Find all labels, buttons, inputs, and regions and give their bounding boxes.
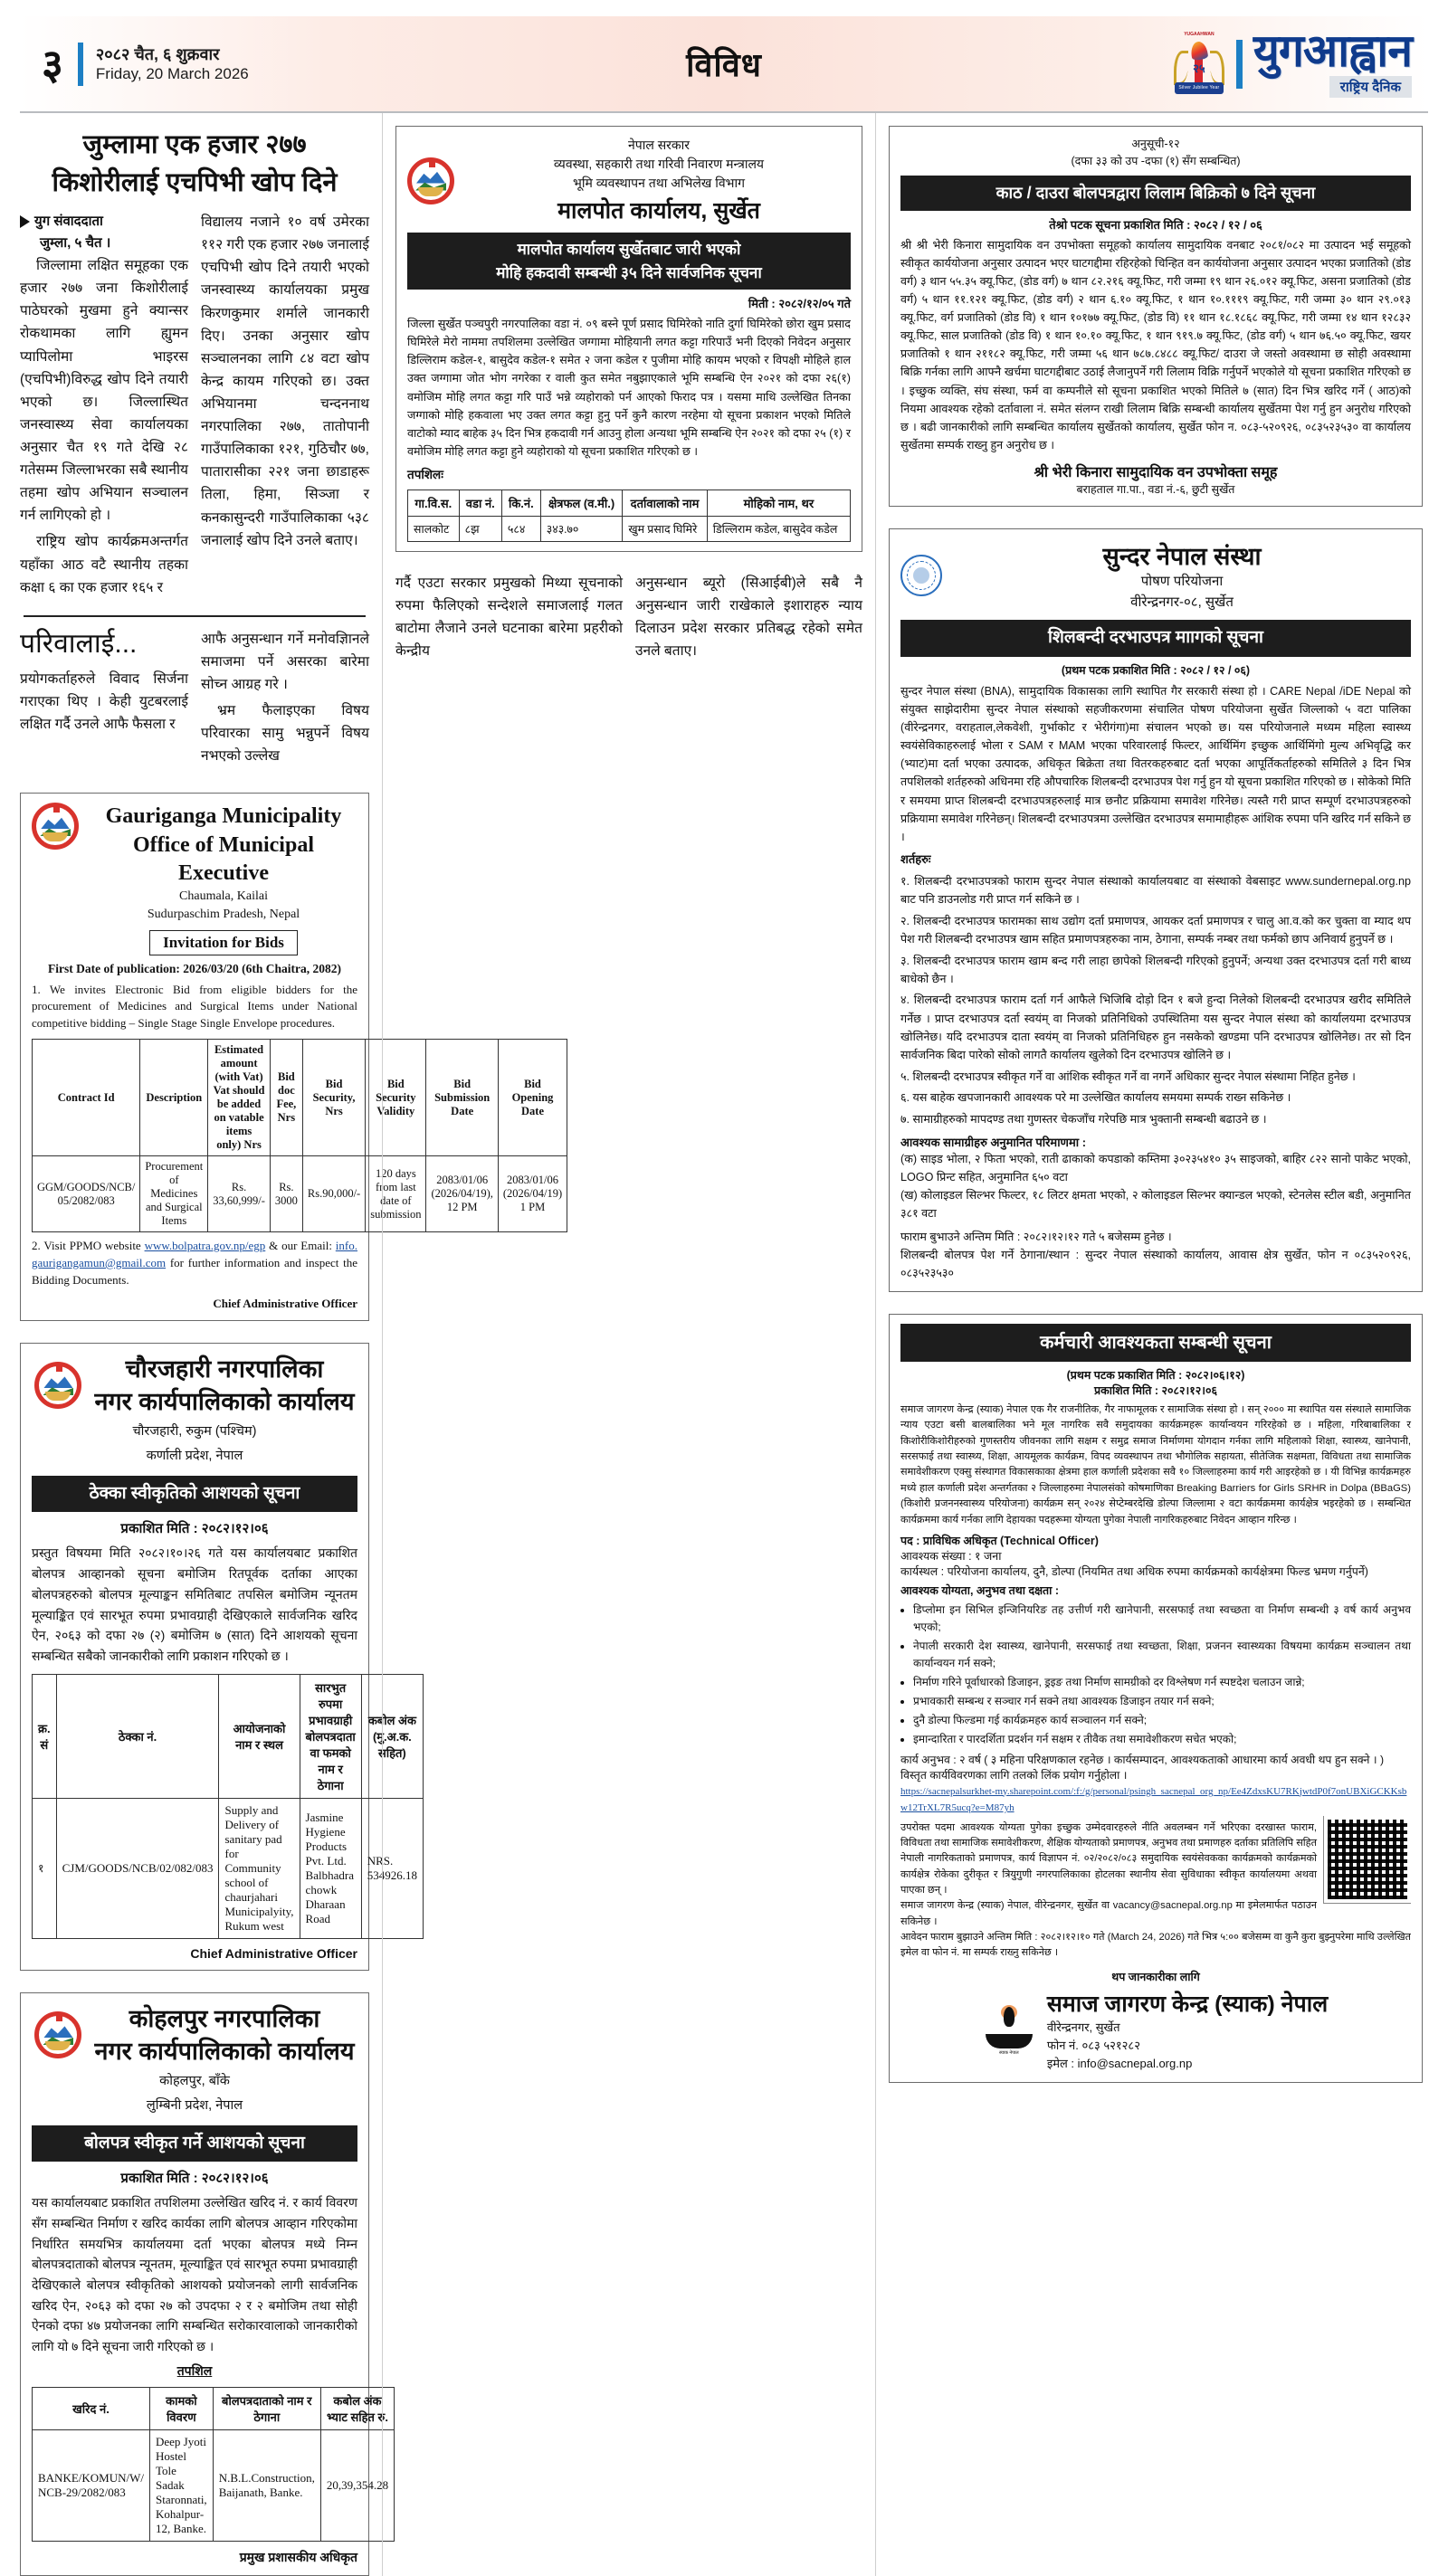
masthead [20, 16, 1428, 111]
timber-signer-address: बराहताल गा.पा., वडा नं.-६, छुटी सुर्खेत [1076, 483, 1235, 497]
malpot-body: जिल्ला सुर्खेत पञ्चपुरी नगरपालिका वडा नं. ०९ बस्ने पूर्ण प्रसाद घिमिरेको नाति दुर्गा घिमिरेको छोरा खुम प्रसाद घिमिरेले मेरो नाममा तपशिलमा उल्लेखित जग्गामा मोहियानी लगत कट्टा गरिपाउँ भनी दिएको निवेदन अनुसार डिल्लिराम कडेल-१, बासुदेव कडेल-१ समेत २ जना कडेल र पुजीमा मोहि कायम भएको र विपक्षी मोहिले हाल उक्त जग्गामा जोत भोग नगरेका र वाली कुत समेत नबुझाएकाले भूमि सम्बन्धि ऐन २०२१ को दफा २६(१) वमोजिम मोहि लगत कट्टा गरि पाउँ भन्ने व्यहोराको पर्न आएको फिराद पत्र । यसमा माथि उल्लेखित तिनका जग्गाको मोहि हकवाला भए उक्त लगत कट्टा हुनु पर्ने कुनै कारण नरहेमा यो सूचना प्रकाशन भएको मितिले वाटोको म्याद बाहेक ३५ दिन भित्र हकदावी गर्न आउनु होला अन्यथा भूमि सम्बन्धि ऐन २०२१ को दफा २५ (१) र वमोजिम मोहि लगत कट्टा हुने व्यहोराको यो सूचना प्रकाशित गरिएको छ । [407, 318, 851, 458]
td-bid-doc-fee: Rs. 3000 [270, 1156, 302, 1232]
kohalpur-body: यस कार्यालयबाट प्रकाशित तपशिलमा उल्लेखित खरिद नं. र कार्य विवरण सँग सम्बन्धित निर्माण र खरिद कार्यका लागि बोलपत्र आव्हान गरिएकोमा निर्धारित समयभित्र कार्यालयमा दर्ता भएका बोलपत्र मध्ये निम्न बोलपत्रदाताको बोलपत्र न्यूनतम, मूल्याङ्कित एवं सारभूत रुपमा प्रभावग्राही देखिएकाले बोलपत्र स्वीकृतिको आशयको प्रयोजनको लागी सार्वजनिक खरिद ऐन, २०६३ को दफा २७ को उपदफा २ र २ बमोजिम तथा सोही ऐनको दफा ४७ प्रयोजनका लागि सम्बन्धित सरोकारवालाको जानकारीको लागि यो ७ दिने सूचना जारी गरिएको छ । [32, 2195, 357, 2354]
byline [20, 211, 188, 254]
list-item: • नेपाली सरकारी देश स्वास्थ्य, खानेपानी, सरसफाई तथा स्वच्छता, शिक्षा, प्रजनन स्वास्थ्यका विषयमा कार्यक्रम सञ्चालन तथा कार्यान्वयन गर्न सक्ने; [913, 1638, 1411, 1672]
table-row [408, 517, 851, 542]
list-item: ७. सामाग्रीहरुको मापदण्ड तथा गुणस्तर चेकजाँच गरेपछि मात्र भुक्तानी सम्बन्धी बढाउने छ । [900, 1112, 1267, 1126]
th-project-name: आयोजनाको नाम र स्थल [219, 1674, 300, 1798]
malpot-bar-line1: मालपोत कार्यालय सुर्खेतबाट जारी भएको [517, 241, 741, 258]
td-description: Procurement of Medicines and Surgical Items [140, 1156, 208, 1232]
date-english: Friday, 20 March 2026 [95, 65, 249, 83]
th-estimated-amount: Estimated amount (with Vat) Vat should be added on vatable items only) Nrs [208, 1040, 271, 1156]
ribbon-text: Silver Jubilee Year [1178, 84, 1220, 90]
kohalpur-name-line1: कोहलपुर नगरपालिका [129, 2004, 320, 2032]
emblem-top-text: YUGAAHWAN [1184, 31, 1215, 37]
td-bidder-name: N.B.L.Construction, Baijanath, Banke. [213, 2429, 320, 2541]
article-para: राष्ट्रिय खोप कार्यक्रमअन्तर्गत यहाँका आठ वटै स्थानीय तहका कक्षा ६ का एक हजार १६५ र [20, 534, 188, 595]
gg-address-line2: Sudurpaschim Pradesh, Nepal [147, 908, 300, 922]
article2-cont-cols [395, 572, 862, 666]
td-purchase-no: BANKE/KOMUN/W/ NCB-29/2082/083 [33, 2429, 150, 2541]
th-work-description: कामको विवरण [150, 2387, 214, 2429]
sac-email-text[interactable]: इमेल : info@sacnepal.org.np [1046, 2057, 1193, 2071]
gg-title-line2: Office of Municipal Executive [133, 832, 314, 885]
notice-sac-nepal-vacancy [889, 1314, 1423, 2083]
td-amount-with-vat: 20,39,354.28 [320, 2429, 394, 2541]
sac-footer-email [1047, 2055, 1328, 2073]
sac-footer-org: समाज जागरण केन्द्र (स्याक) नेपाल [1046, 1991, 1329, 2017]
list-item: • दुनै डोल्पा फिल्डमा गई कार्यक्रमहरु कार्य सञ्चालन गर्न सक्ने; [913, 1712, 1411, 1729]
malpot-gov-line2: व्यवस्था, सहकारी तथा गरिवी निवारण मन्त्रालय [553, 157, 765, 171]
table-row [33, 1798, 424, 1938]
chaurjahari-publication-date: प्रकाशित मिति : २०८२।१२।०६ [120, 1521, 269, 1537]
chaurjahari-name-line2: नगर कार्यपालिकाको कार्यालय [94, 1388, 355, 1416]
headline-line-2: किशोरीलाई एचपिभी खोप दिने [52, 168, 338, 198]
article2-para: प्रयोगकर्ताहरुले विवाद सिर्जना गराएका थिए । केही युटबरलाई लक्षित गर्दै उनले आफै फैसला र [20, 670, 188, 732]
sac-email-line: समाज जागरण केन्द्र (स्याक) नेपाल, वीरेन्द्रनगर, सुर्खेत वा vacancy@sacnepal.org.np मा इमेलमार्फत पठाउन सकिनेछ । [900, 1900, 1317, 1927]
malpot-office-name: मालपोत कार्यालय, सुर्खेत [557, 198, 760, 223]
section-title: विविध [686, 46, 762, 83]
th-ward-no: वडा नं. [459, 490, 501, 517]
td-vdc: सालकोट [408, 517, 460, 542]
kohalpur-name-line2: नगर कार्यपालिकाको कार्यालय [94, 2037, 355, 2065]
table-header-row [33, 2387, 395, 2429]
th-bid-security: Bid Security, Nrs [302, 1040, 365, 1156]
th-bid-security-validity: Bid Security Validity [366, 1040, 426, 1156]
td-quoted-amount: NRS. 534926.18 [361, 1798, 423, 1938]
sundar-submission-address: शिलबन्दी बोलपत्र पेश गर्ने ठेगाना/स्थान : सुन्दर नेपाल संस्थाको कार्यालय, आवास क्षेत्र सुर्खेत, फोन न ०८३५२०९२६, ०८३५२३५३० [900, 1248, 1411, 1279]
article-columns [20, 211, 369, 603]
list-item: १. शिलबन्दी दरभाउपत्रको फाराम सुन्दर नेपाल संस्थाको कार्यालयबाट वा संस्थाको वेबसाइट www.sundernepal.org.np बाट पनि डाउनलोड गरी प्राप्त गर्न सकिने छ । [900, 874, 1411, 907]
sac-requirements-label: आवश्यक योग्यता, अनुभव तथा दक्षता : [900, 1583, 1060, 1597]
td-bidder-name: Jasmine Hygiene Products Pvt. Ltd. Balbhadra chowk Dharaan Road [300, 1798, 361, 1938]
malpot-tapsil-label: तपशिलः [407, 468, 443, 482]
sundar-intro: सुन्दर नेपाल संस्था (BNA), सामुदायिक विकासका लागि स्थापित गैर सरकारी संस्था हो । CARE Nepal /iDE Nepal को संयुक्त साझेदारीमा सुन्दर नेपाल संस्थाको सहजीकरणमा संचालित पोषण परियोजना सुर्खेत जिल्लाको ५ वटा पालिका (वीरेन्द्रनगर, वराहताल,लेकवेशी, गुर्भाकोट र भेरीगंगा)मा संचालन भएको छ। यस परियोजनाले मध्यम महिला स्वास्थ्य स्वयंसेविकाहरुलाई भोला र SAM र MAM भएका परिवारलाई फिल्टर, आर्थिमिंग इच्छुक आर्थिमिंगो मुल्य अभिवृद्धि कर (भ्याट)मा दर्ता भएका उत्पादक, अधिकृत बिक्रेता तथा वितरकहरुबाट दर्ता भएका आपूर्तिकर्ताहरुको समितिले ३ दिन भित्र तपशिलको शर्तहरुको अधिनमा रहि औपचारिक शिलबन्दी दरभाउपत्र पेश गर्नु हुन यो सूचना प्रकाशित गरिएको छ । सोकेको मिति र समयमा प्राप्त शिलबन्दी दरभाउपत्रहरुलाई मात्र छनौट प्रक्रियामा समावेश गरिनेछ। त्यस्तै गरी प्राप्त सम्पूर्ण दरभाउपत्रहरुको प्रक्रियामा समावेश गरिनेछन्। शिलबन्दी दरभाउपत्रमा उल्लेखित दरभाउपत्र समामाहीहरू आंशिक रुपमा पनि खरिद गर्न सकिने छ । [900, 684, 1411, 843]
notice-sundar-nepal [889, 528, 1423, 1292]
chaurjahari-address-line1: चौरजहारी, रुकुम (पश्चिम) [132, 1424, 257, 1440]
nepal-emblem-icon [32, 803, 79, 850]
jubilee-number: २५ [1193, 61, 1205, 75]
gg-address-line1: Chaumala, Kailai [179, 889, 268, 903]
sac-post-label: पद : प्राविधिक अधिकृत (Technical Officer) [900, 1534, 1099, 1547]
article2-para: गर्दै एउटा सरकार प्रमुखको मिथ्या सूचनाको रुपमा फैलिएको सन्देशले समाजलाई गलत बाटोमा लैजाने उनले घटनाका बारेमा प्रहरीको केन्द्रीय [395, 575, 623, 660]
sundar-spec-b: (ख) कोलाइडल सिल्भर फिल्टर, १८ लिटर क्षमता भएको, २ कोलाइडल सिल्भर क्यान्डल भएको, स्टेनलेस स्टील बडी, अनुमानित ३८१ वटा [900, 1189, 1411, 1221]
timber-publication-date: तेश्रो पटक सूचना प्रकाशित मिति : २०८२ / १२ / ०६ [1049, 217, 1262, 232]
notice-gauriganga-bids [20, 793, 563, 1320]
headline-line-1: जुम्लामा एक हजार २७७ [82, 130, 307, 159]
article2-para: आफै अनुसन्धान गर्ने मनोवज्ञिानले समाजमा पर्ने असरका बारेमा सोच्न आग्रह गरे । [201, 631, 369, 692]
th-bidder-name: सारभुत रुपमा प्रभावग्राही बोलपत्रदाता वा फमको नाम र ठेगाना [300, 1674, 361, 1798]
jubilee-ribbon [1175, 82, 1224, 94]
th-quoted-amount: कबोल अंक (मु.अ.क. सहित) [361, 1674, 423, 1798]
nepal-emblem-icon [34, 2011, 81, 2058]
sundar-spec-a: (क) साइड भोला, २ फिता भएको, राती ढाकाको कपडाको कम्तिमा ३०२३५४१० ३५ साइजको, बाहिर ८२२ सानो पाकेट भएको, LOGO प्रिन्ट सहित, अनुमानित ६५० वटा [900, 1153, 1411, 1184]
flame-icon [1190, 40, 1209, 60]
sac-jobdescription-link[interactable]: https://sacnepalsurkhet-my.sharepoint.com/:f:/g/personal/psingh_sacnepal_org_np/Ee4ZdxsKU7RKjwtdP0f7onUBXiGCKKsbw12TrXL7R5ucq?e=M87yh [900, 1785, 1407, 1814]
table-header-row [408, 490, 851, 517]
nepal-emblem-icon [34, 1362, 81, 1409]
kohalpur-signature: प्रमुख प्रशासकीय अधिकृत [239, 2549, 357, 2564]
gg-p2-mid: & our Email: [265, 1239, 336, 1253]
sundar-address: वीरेन्द्रनगर-०८, सुर्खेत [1130, 594, 1234, 610]
th-contract-id: Contract Id [33, 1040, 140, 1156]
sundar-terms-list [900, 872, 1411, 1128]
sac-experience-label: कार्य अनुभव : २ वर्ष ( ३ महिना परिक्षणकाल रहनेछ । कार्यसम्पादन, आवश्यकताको आधारमा कार्य अवधी थप हुन सक्ने । ) [900, 1753, 1385, 1766]
th-registrant-name: दर्तावालाको नाम [623, 490, 707, 517]
th-vdc: गा.वि.स. [408, 490, 460, 517]
malpot-table [407, 490, 851, 542]
gg-p2-post: for further information and inspect the Bidding Documents. [32, 1255, 357, 1287]
sac-footer-phone: फोन नं. ०८३ ५२१२८२ [1046, 2038, 1140, 2052]
kohalpur-table [32, 2387, 395, 2542]
notice-kohalpur [20, 1992, 389, 2576]
timber-signer: श्री भेरी किनारा सामुदायिक वन उपभोक्ता समूह [1034, 465, 1278, 481]
sac-logo-caption: स्याक नेपाल [999, 2049, 1019, 2056]
sundar-terms-label: शर्तहरुः [900, 851, 931, 866]
chaurjahari-table [32, 1674, 424, 1939]
article-para: विद्यालय नजाने १० वर्ष उमेरका ११२ गरी एक हजार २७७ जनालाई एचपिभी खोप दिने तयारी भएको जनस्वास्थ्य कार्यालयका प्रमुख किरणकुमार शर्माले जानकारी दिए। उनका अनुसार खोप सञ्चालनका लागि ८४ वटा खोप केन्द्र कायम गरिएको छ। उक्त अभियानमा चन्दननाथ नगरपालिका २७७, तातोपानी गाउँपालिकाका १२१, गुठिचौर ७७, पातारासीका २२१ जना छाडाहरू तिला, हिमा, सिञ्जा र कनकासुन्दरी गाउँपालिकाका ५३८ जनालाई खोप दिने उनले बताए। [201, 214, 369, 548]
list-item: ४. शिलबन्दी दरभाउपत्र फाराम दर्ता गर्न आफैले भिजिबि दोड़ो दिन १ बजे हुन्दा निलेको शिलबन्दी दरभाउपत्र खरीद समितिले गर्नेछ । प्राप्त दरभाउपत्र दर्ता स्वयंम् वा निजको प्रतिनिधिको उपस्थितिमा यस सुन्दर नेपाल संस्था को कार्यालयमा दरभाउपत्र खोलिनेछ। यदि दरभाउपत्र दाता स्वयंम् वा निजको प्रतिनिधिहरु हुन नसकेको खण्डमा पनि दरभाउपत्र खोलिनेछ। तर सो दिन सार्वजनिक बिदा पारेको सोको लागतै कार्यालय खुलेको दिन दरभाउपत्र खोलिने छ । [900, 993, 1411, 1062]
article2-para: अनुसन्धान ब्यूरो (सिआईबी)ले सबै नै अनुसन्धान जारी राखेकाले इशाराहरु न्याय दिलाउन प्रदेश सरकार प्रतिबद्ध रहेको समेत उनले बताए। [635, 575, 862, 660]
th-tenant-name: मोहिको नाम, थर [707, 490, 850, 517]
list-item: • निर्माण गरिने पूर्वाधारको डिजाइन, ड्रइङ तथा निर्माण सामग्रीको दर विश्लेषण गर्न स्पष्टदेश चलाउन जान्ने; [913, 1674, 1411, 1691]
kohalpur-address-line2: लुम्बिनी प्रदेश, नेपाल [146, 2098, 243, 2114]
article-hpv-vaccine [20, 113, 369, 603]
article2-columns [20, 628, 369, 772]
list-item: • इमान्दारिता र पारदर्शिता प्रदर्शन गर्न सक्षम र तीवैक तथा समावेशीकरण सचेत भएको; [913, 1731, 1411, 1748]
gauriganga-email-link[interactable]: info.gaurigangamun@gmail.com [32, 1239, 357, 1269]
malpot-notice-title [407, 233, 851, 290]
td-bid-opening-date: 2083/01/06 (2026/04/19) 1 PM [498, 1156, 567, 1232]
gg-title-line1: Gauriganga Municipality [105, 804, 342, 829]
annex-reference: (दफा ३३ को उप -दफा (१) सँग सम्बन्धित) [1071, 154, 1241, 167]
td-estimated-amount: Rs. 33,60,999/- [208, 1156, 271, 1232]
table-row [33, 2429, 395, 2541]
list-item: ३. शिलबन्दी दरभाउपत्र फाराम खाम बन्द गरी लाहा छापेको शिलबन्दी गरिएको हुनुपर्ने; अन्यथा उक्त दरभाउपत्र दर्ता गरी बाध्य बाधेको छैन । [900, 954, 1411, 985]
td-bid-security-validity: 120 days from last date of submission [366, 1156, 426, 1232]
td-work-description: Deep Jyoti Hostel Tole Sadak Staronnati, Kohalpur-12, Banke. [150, 2429, 214, 2541]
gg-signature: Chief Administrative Officer [213, 1296, 357, 1310]
article-divider [24, 615, 366, 617]
notice-timber-auction [889, 126, 1423, 507]
sac-pub-line1: (प्रथम पटक प्रकाशित मिति : २०८२।०६।१२) [1066, 1369, 1245, 1383]
jubilee-emblem-icon [1171, 33, 1227, 96]
article2-kicker: परिवालाई... [20, 628, 138, 659]
sac-footer-label: थप जानकारीका लागि [1111, 1970, 1200, 1983]
gg-paragraph-1: 1. We invites Electronic Bid from eligible bidders for the procurement of Medicines and Surgical Items under National competitive bidding – Single Stage Single Envelope procedures. [32, 982, 357, 1031]
th-bidder-name: बोलपत्रदाताको नाम र ठेगाना [213, 2387, 320, 2429]
malpot-gov-line1: नेपाल सरकार [627, 138, 691, 152]
sac-footer-address: वीरेन्द्रनगर, सुर्खेत [1046, 2020, 1120, 2034]
gg-invitation-badge: Invitation for Bids [149, 930, 298, 955]
sac-intro: समाज जागरण केन्द्र (स्याक) नेपाल एक गैर राजनीतिक, गैर नाफामूलक र सामाजिक संस्था हो । सन् २००० मा स्थापित यस संस्थाले सामाजिक न्याय एउटा बसी बालबालिका भने मूल नागरिक सवै समुदायका कार्यक्रमहरू कार्यान्वयन गरिरहेको छ । महिला, गरिबाबालिका र किशोरीकिशोरीहरुको गुणस्तरीय जीवनका लागि सक्षम र समुद्र समाज निर्माणमा योगदान गर्नका लागि महिलाको शिक्षा, स्वास्थ्य, खानेपानी, सरसफाई तथा स्वास्थ्य, शिक्षा, आयमूलक कार्यक्रम, विपद व्यवस्थापन तथा भौगोलिक सहायता, सीतेजिक सक्षमता, विविधता तथा सामाजिक समावेशीकरण एक्सु संस्थागत विकासकाका क्षेत्रमा हाल कर्णाली प्रदेशका सवै १० जिल्लाहरुमा कार्य गरी आइरहेको छ । यी विभिन्न कार्यक्रमहरु मध्ये हाल कर्णाली प्रदेश अन्तर्गतका २ जिल्लाहरुमा नेपालसंको कोषमाणिका Breaking Barriers for Girls SRHR in Dolpa (BBaGS) (किशोरी प्रजननस्वास्थ्य परियोजना) कार्यक्रम सन् २०२४ सेप्टेम्बरदेखि डोल्पा जिल्लामा २ वटा कार्यक्रममा कार्यक्षेत्र भइरहेको छ । सम्बन्धित कार्यक्रममा कार्य गर्नका लागि देहायका पदहरूमा योग्यता पुगेका नेपाली नागरिकहरुबाट निवेदन आव्हान गरिन्छ । [900, 1404, 1411, 1526]
kohalpur-publication-date: प्रकाशित मिति : २०८२।१२।०६ [120, 2171, 269, 2187]
th-bid-submission-date: Bid Submission Date [426, 1040, 498, 1156]
ppmo-website-link[interactable]: www.bolpatra.gov.np/egp [144, 1239, 266, 1253]
kohalpur-address-line1: कोहलपुर, बाँके [159, 2074, 230, 2089]
td-area: ३४३.७० [540, 517, 623, 542]
article2-para: भ्रम फैलाइएका विषय परिवारका सामु भन्नुपर्ने विषय नभएको उल्लेख [201, 703, 369, 765]
sac-after-link-text: उपरोक्त पदमा आवश्यक योग्यता पुगेका इच्छुक उम्मेदवारहरुले नीति अवलम्बन गर्ने भरिएका दरखास्त फाराम, विविधता तथा सामाजिक समावेशीकरण, शैक्षिक योग्यताको प्रमाणपत्र, अनुभव तथा प्रमाणहरु दर्ताका प्रतिलिपि सहित नेपाली नागरिकताको प्रमाणपत्र, कार्य विज्ञापन नं. ०२/२०८२/०८३ समुदायिक स्वयंसेवकका कार्यक्रमको कार्यक्रमको कार्यक्षेत्र रोकेका दुरीकृत र त्रियुगुणी नगरपालिकाका होटलका स्थानीय सेवा सुविधाका स्वीकृत कार्यालयमा अथवा पाएका छन् । [900, 1821, 1317, 1896]
sundar-spec-label: आवश्यक सामाग्रीहरु अनुमानित परिमाणमा : [900, 1136, 1087, 1150]
article2-continuation [395, 572, 862, 666]
byline-place: जुम्ला, ५ चैत । [40, 235, 111, 252]
td-contract-id: GGM/GOODS/NCB/ 05/2082/083 [33, 1156, 140, 1232]
td-sn: १ [33, 1798, 57, 1938]
date-nepali: २०८२ चैत, ६ शुक्रवार [95, 44, 220, 63]
list-item: २. शिलबन्दी दरभाउपत्र फारामका साथ उद्योग दर्ता प्रमाणपत्र, आयकर दर्ता प्रमाणपत्र र चालु आ.व.को कर चुक्ता वा म्याद थप पेश गरी शिलबन्दी दरभाउपत्र खाम सहित प्रमाणपत्रहरुका नाम, ठेगाना, सम्पर्क नम्बर तथा फर्मको छाप अनिवार्य हुनुपर्ने छ । [900, 914, 1411, 946]
malpot-date: मिती : २०८२/१२/०५ गते [748, 297, 851, 310]
newspaper-page [0, 16, 1448, 2564]
sac-notice-title: कर्मचारी आवश्यकता सम्बन्धी सूचना [900, 1324, 1411, 1362]
td-ward-no: ८झ [459, 517, 501, 542]
article-para: जिल्लामा लक्षित समूहका एक हजार २७७ जना किशोरीलाई पाठेघरको मुखमा हुने क्यान्सर रोकथामका लागि ह्युमन प्यापिलोमा भाइरस (एचपिभी)विरुद्ध खोप दिने तयारी भएको छ। जिल्लास्थित जनस्वास्थ्य सेवा कार्यालयका अनुसार चैत १९ गते देखि २८ गतेसम्म जिल्लाभरका सबै स्थानीय तहमा खोप अभियान सञ्चालन गर्न लागिएको हो । [20, 258, 188, 524]
td-plot-no: ५८४ [501, 517, 540, 542]
td-tenant-name: डिल्लिराम कडेल, बासुदेव कडेल [707, 517, 850, 542]
th-amount-with-vat: कबोल अंक भ्याट सहित रु. [320, 2387, 394, 2429]
sac-nepal-logo-icon [984, 2007, 1034, 2054]
td-contract-no: CJM/GOODS/NCB/02/082/083 [56, 1798, 219, 1938]
sac-pub-line2: प्रकाशित मिति : २०८२।१२।०६ [1094, 1384, 1217, 1398]
sac-count-label: आवश्यक संख्या : १ जना [900, 1549, 1002, 1563]
malpot-bar-line2: मोहि हकदावी सम्बन्धी ३५ दिने सार्वजनिक सूचना [496, 263, 762, 281]
notice-malpot-surkhet [395, 126, 862, 552]
sundar-publication-date: (प्रथम पटक प्रकाशित मिति : २०८२ / १२ / ०६) [1061, 663, 1251, 677]
byline-reporter: युग संवाददाता [34, 214, 103, 230]
td-bid-security: Rs.90,000/- [302, 1156, 365, 1232]
th-plot-no: कि.नं. [501, 490, 540, 517]
sundar-project-name: पोषण परियोजना [1140, 574, 1224, 590]
th-description: Description [140, 1040, 208, 1156]
sundar-notice-title: शिलबन्दी दरभाउपत्र माागको सूचना [900, 620, 1411, 657]
chaurjahari-address-line2: कर्णाली प्रदेश, नेपाल [146, 1449, 243, 1464]
malpot-gov-line3: भूमि व्यवस्थापन तथा अभिलेख विभाग [573, 176, 745, 190]
annex-number: अनुसूची-१२ [1131, 138, 1180, 150]
kohalpur-notice-title: बोलपत्र स्वीकृत गर्ने आशयको सूचना [32, 2125, 357, 2163]
sundar-org-name: सुन्दर नेपाल संस्था [1102, 543, 1262, 571]
sac-detail-label: विस्तृत कार्यविवरणका लागि तलको लिंक प्रयोग गर्नुहोला । [900, 1768, 1128, 1782]
page-number: ३ [42, 40, 63, 88]
th-purchase-no: खरिद नं. [33, 2387, 150, 2429]
notice-chaurjahari [20, 1343, 417, 1971]
th-area: क्षेत्रफल (व.मी.) [540, 490, 623, 517]
chaurjahari-name-line1: चौरजहारी नगरपालिका [125, 1355, 324, 1383]
sac-deadline-line: आवेदन फाराम बुझाउने अन्तिम मिति : २०८२।१२।१० गते (March 24, 2026) गते भित्र ५:०० बजेसम्म वा कुनै कुरा बुझ्नुपरेमा माथि उल्लेखित इमेल वा फोन नं. मा सम्पर्क राख्नु सकिनेछ । [900, 1932, 1411, 1959]
timber-notice-title: काठ / दाउरा बोलपत्रद्वारा लिलाम बिक्रिको ७ दिने सूचना [900, 176, 1411, 211]
brand-title: युगआह्वान [1253, 25, 1412, 77]
list-item: ५. शिलबन्दी दरभाउपत्र स्वीकृत गर्ने वा आंशिक स्वीकृत गर्ने वा नगर्ने अधिकार सुन्दर नेपाल संस्थामा निहित हुनेछ । [900, 1069, 1356, 1083]
gg-first-publication-date: First Date of publication: 2026/03/20 (6th Chaitra, 2082) [48, 961, 341, 975]
list-item: • डिप्लोमा इन सिभिल इन्जिनियरिङ तह उत्तीर्ण गरी खानेपानी, सरसफाई तथा स्वच्छता वा निर्माण सम्बन्धी ३ वर्ष कार्य अनुभव भएको; [913, 1602, 1411, 1636]
article-parivaralai [20, 628, 369, 772]
sac-requirements-list [913, 1602, 1411, 1748]
th-sn: क्र. सं [33, 1674, 57, 1798]
timber-body: श्री श्री भेरी किनारा सामुदायिक वन उपभोक्ता समूहको कार्यालय सामुदायिक वनबाट २०८१/०८२ मा उत्पादन भई समूहको स्वीकृत कार्ययोजना अनुसार उत्पादन भएर घाटगद्दीमा रहिरहेको चिन्हित वन कार्ययोजना अनुसार उत्पादन भएका प्रजातिको (डोड वर्ग) ३ थान ५५.३५ क्यू.फिट, (डोड वर्ग) ७ थान ८२.२१६ क्यू.फिट, गरी जम्मा १९ थान २६.०१२ क्यू.फिट, असना प्रजातिको (डोड वर्ग) ५ थान ११.१२१ क्यू.फिट, (डोड वर्ग) २ थान ६.१० क्यू.फिट, १ थान १०.१११९ क्यू.फिट, गरी जम्मा ३० थान २९.०१३ क्यू.फिट, वर्ग प्रजातिको (डोड वि) १ थान १०१७७ क्यू.फिट, (डोड वि) ११ थान १८.१८६८ क्यू.फिट, गरी जम्मा १४ थान १२८३२ क्यू.फिट, साल प्रजातिको (डोड वि) १ थान १०.१० क्यू.फिट, १ थान ९१९.७ क्यू.फिट, (डोड वर्ग) ५ थान ७६.५० क्यू.फिट, खयर प्रजातिको १ थान २११८२ क्यू.फिट, गरी जम्मा ५६ थान ७८७.८४८८ क्यू.फिट/ दाउरा जे जस्तो अवस्थामा छ सोही अवस्थामा बिक्रि गर्नका लागि आफ्नै खर्चमा घाटगद्दीबाट उठाई लैजानुपर्ने गरी लिलाम विक्रि गर्नुपर्ने भएकोले यो सूचना प्रकाशित गरिएको छ । इच्छुक व्यक्ति, संघ संस्था, फर्म वा कम्पनीले सो सूचना प्रकाशित भएको मितिले ७ (सात) दिन भित्र खरिद गर्ने ( आठ)को नियमा आवश्यक रहेको दर्तावाला नं. समेत संलग्न राखी लिलाम बिक्रि सम्बन्धी कार्यालय सुर्खेतमा पेश गर्नु हुन अनुरोध गरिएको छ । बढी जानकारीको लागि सम्बन्धित कार्यालय सुर्खेतको कार्यालय, सुर्खेत फोन न. ०८३-५२०९२६, ०८३५२३५३० वा कार्यालय सुर्खेतमा सम्पर्क राख्नु हुन अनुरोध छ । [900, 238, 1411, 452]
kohalpur-tapsil-label: तपशिल [176, 2362, 213, 2378]
gg-p2-pre: 2. Visit PPMO website [32, 1239, 145, 1253]
gg-paragraph-2 [32, 1238, 357, 1289]
content-grid [20, 113, 1428, 2576]
th-bid-opening-date: Bid Opening Date [498, 1040, 567, 1156]
column-middle [382, 113, 875, 2576]
table-header-row [33, 1674, 424, 1798]
column-right [875, 113, 1423, 2576]
article-headline [20, 113, 369, 211]
list-item: ६. यस बाहेक खपजानकारी आवश्यक परे मा उल्लेखित कार्यालय समयमा सम्पर्क राख्न सकिनेछ । [900, 1091, 1291, 1105]
td-registrant-name: खुम प्रसाद घिमिरे [623, 517, 707, 542]
sundar-deadline: फाराम बुभाउने अन्तिम मिति : २०८२।१२।१२ गते ५ बजेसम्म हुनेछ । [900, 1230, 1172, 1243]
chaurjahari-signature: Chief Administrative Officer [190, 1945, 357, 1961]
th-contract-no: ठेक्का नं. [56, 1674, 219, 1798]
brand-subtitle: राष्ट्रिय दैनिक [1329, 76, 1412, 98]
sac-workplace-label: कार्यस्थल : परियोजना कार्यालय, दुनै, डोल्पा (नियमित तथा अधिक रुपमा कार्यक्रमको कार्यक्षेत्रमा फिल्ड भ्रमण गर्नुपर्ने) [900, 1564, 1368, 1578]
td-bid-submission-date: 2083/01/06 (2026/04/19), 12 PM [426, 1156, 498, 1232]
organization-seal-icon [900, 555, 942, 596]
nepal-emblem-icon [407, 157, 454, 204]
chaurjahari-notice-title: ठेक्का स्वीकृतिको आशयको सूचना [32, 1476, 357, 1513]
chaurjahari-body: प्रस्तुत विषयमा मिति २०८२।१०।२६ गते यस कार्यालयबाट प्रकाशित बोलपत्र आव्हानको सूचना बमोजिम रितपूर्वक दर्ताका आएका बोलपत्रहरुको बोलपत्र मूल्याङ्कन समितिबाट तपसिल बमोजिम न्यूनतम मूल्याङ्कित एवं सारभूत रुपमा प्रभावग्राही देखिएकाले सार्वजनिक खरिद ऐन, २०६३ को दफा २७ (२) बमोजिम ७ (सात) दिने आशयको सूचना सम्बन्धित सबैको जानकारीको लागि प्रकाशन गरिएको छ । [32, 1545, 357, 1663]
list-item: • प्रभावकारी सम्बन्ध र सञ्चार गर्न सक्ने तथा आवश्यक डिजाइन तयार गर्न सक्ने; [913, 1693, 1411, 1710]
triangle-bullet-icon [20, 215, 30, 228]
th-bid-doc-fee: Bid doc Fee, Nrs [270, 1040, 302, 1156]
td-project-name: Supply and Delivery of sanitary pad for Community school of chaurjahari Municipalyity, Rukum west [219, 1798, 300, 1938]
qr-code [1324, 1816, 1411, 1903]
